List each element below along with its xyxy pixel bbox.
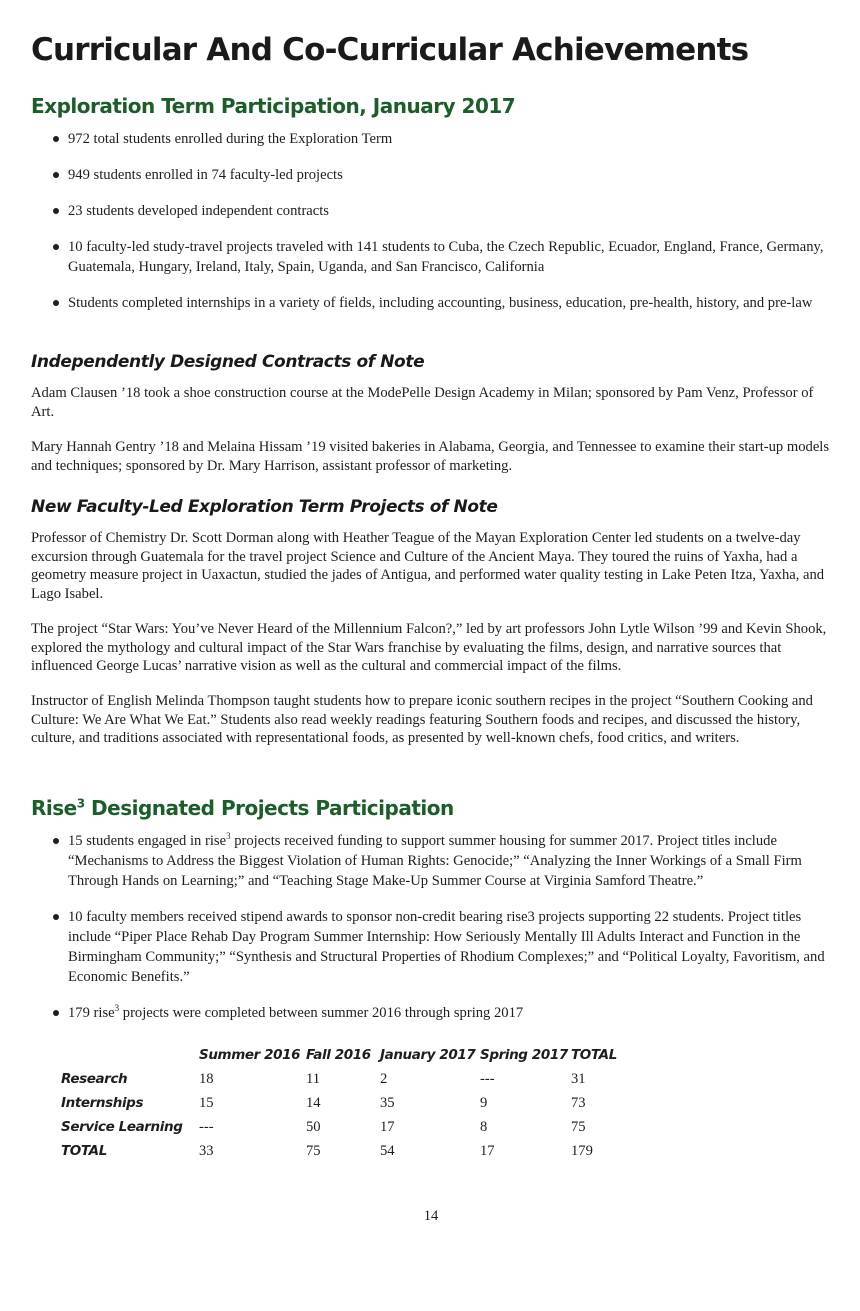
table-cell: 17 (380, 1118, 395, 1135)
table-header-cell: Spring 2017 (480, 1047, 568, 1063)
table-row (61, 1091, 631, 1115)
table-cell: 179 (571, 1142, 593, 1159)
list-item (31, 1003, 831, 1023)
superscript: 3 (76, 796, 85, 811)
rise-projects-table (61, 1043, 631, 1163)
projects-paragraph: Professor of Chemistry Dr. Scott Dorman along with Heather Teague of the Mayan Exploration Center led students on a twelve-day excursion through Guatemala for the travel project Science and Culture of the Ancient Maya. They toured the ruins of Yaxha, had a geometry measure project in Uaxactun, studied the jades of Antigua, and performed water quality testing in Lake Peten Itza, Yaxha, and Lago Isabel. (31, 530, 825, 602)
contracts-paragraph: Adam Clausen ’18 took a shoe construction course at the ModePelle Design Academy in Milan; sponsored by Pam Venz, Professor of Art. (31, 385, 814, 420)
table-header-cell: Fall 2016 (306, 1047, 371, 1063)
list-item: 23 students developed independent contracts (31, 201, 831, 221)
list-item: 972 total students enrolled during the Exploration Term (31, 129, 831, 149)
table-row (61, 1067, 631, 1091)
projects-paragraph: The project “Star Wars: You’ve Never Heard of the Millennium Falcon?,” led by art professors John Lytle Wilson ’99 and Kevin Shook, explored the mythology and cultural impact of the Star Wars franchise by evaluating the films, design, and narrative sources that influenced George Lucas’ narrative vision as well as the cultural and commercial impact of the films. (31, 621, 827, 674)
table-cell: 14 (306, 1094, 321, 1111)
table-header-cell: Summer 2016 (199, 1047, 301, 1063)
table-row (61, 1139, 631, 1163)
table-cell: 73 (571, 1094, 586, 1111)
superscript: 3 (226, 831, 231, 842)
table-row-label: Research (61, 1071, 128, 1087)
list-item (31, 831, 831, 891)
table-cell: 50 (306, 1118, 321, 1135)
page-number: 14 (423, 1208, 439, 1224)
table-cell: 11 (306, 1070, 321, 1087)
table-cell: 15 (199, 1094, 214, 1111)
table-cell: 33 (199, 1142, 214, 1159)
list-item: 10 faculty-led study-travel projects traveled with 141 students to Cuba, the Czech Republic, Ecuador, England, France, Germany, Guatemala, Hungary, Ireland, Italy, Spain, Uganda, and San Francisco, California (31, 237, 831, 277)
table-row (61, 1115, 631, 1139)
list-item: 949 students enrolled in 74 faculty-led projects (31, 165, 831, 185)
table-cell: --- (199, 1118, 214, 1135)
table-cell: 18 (199, 1070, 214, 1087)
contracts-heading: Independently Designed Contracts of Note (31, 352, 425, 372)
list-item-text: projects were completed between summer 2016 through spring 2017 (119, 1005, 524, 1021)
list-item-text: 179 rise (68, 1005, 115, 1021)
table-cell: 8 (480, 1118, 488, 1135)
table-row-label: Internships (61, 1095, 144, 1111)
superscript: 3 (114, 1003, 120, 1014)
list-item-text: 15 students engaged in rise (68, 833, 227, 849)
projects-paragraph: Instructor of English Melinda Thompson taught students how to prepare iconic southern recipes in the project “Southern Cooking and Culture: We Are What We Eat.” Students also read weekly readings featuring Southern foods and recipes, and discussed the history, culture, and traditions associated with representational foods, as presented by well-known chefs, food critics, and writers. (31, 693, 813, 746)
table-cell: 35 (380, 1094, 395, 1111)
table-cell: 17 (480, 1142, 495, 1159)
page-title: Curricular And Co-Curricular Achievements (31, 32, 749, 68)
rise-heading (31, 796, 454, 820)
table-cell: 9 (480, 1094, 488, 1111)
list-item: Students completed internships in a variety of fields, including accounting, business, education, pre-health, history, and pre-law (31, 293, 831, 313)
projects-heading: New Faculty-Led Exploration Term Projects of Note (31, 497, 498, 517)
contracts-paragraph: Mary Hannah Gentry ’18 and Melaina Hissam ’19 visited bakeries in Alabama, Georgia, and Tennessee to examine their start-up models and techniques; sponsored by Dr. Mary Harrison, assistant professor of marketing. (31, 439, 830, 474)
rise-heading-text: Rise (31, 796, 77, 820)
table-cell: 75 (306, 1142, 321, 1159)
rise-bullet-list (31, 831, 831, 1039)
exploration-heading: Exploration Term Participation, January 2017 (31, 94, 516, 118)
table-cell: --- (480, 1070, 495, 1087)
rise-heading-text: Designated Projects Participation (84, 796, 454, 820)
table-cell: 31 (571, 1070, 586, 1087)
list-item-text: projects received funding to support summer housing for summer 2017. Project titles include “Mechanisms to Address the Biggest Violation of Human Rights: Genocide;” “Analyzing the Inner Workings of a Small Firm Through Hands on Learning;” and “Teaching Stage Make-Up Summer Course at Virginia Samford Theatre.” (68, 833, 802, 889)
table-header-cell (61, 1043, 199, 1067)
table-cell: 54 (380, 1142, 395, 1159)
list-item: 10 faculty members received stipend awards to sponsor non-credit bearing rise3 projects supporting 22 students. Project titles include “Piper Place Rehab Day Program Summer Internship: How Seriously Mentally Ill Adults Interact and Function in the Birmingham Community;” “Synthesis and Structural Properties of Rhodium Complexes;” and “Political Loyalty, Favoritism, and Economic Benefits.” (31, 907, 831, 987)
table-header-cell: TOTAL (571, 1047, 617, 1063)
table-header-cell: January 2017 (380, 1047, 476, 1063)
table-header-row (61, 1043, 631, 1067)
table-row-label: Service Learning (61, 1119, 183, 1135)
table-cell: 2 (380, 1070, 388, 1087)
table-cell: 75 (571, 1118, 586, 1135)
table-row-label: TOTAL (61, 1143, 107, 1159)
exploration-bullet-list (31, 129, 831, 329)
